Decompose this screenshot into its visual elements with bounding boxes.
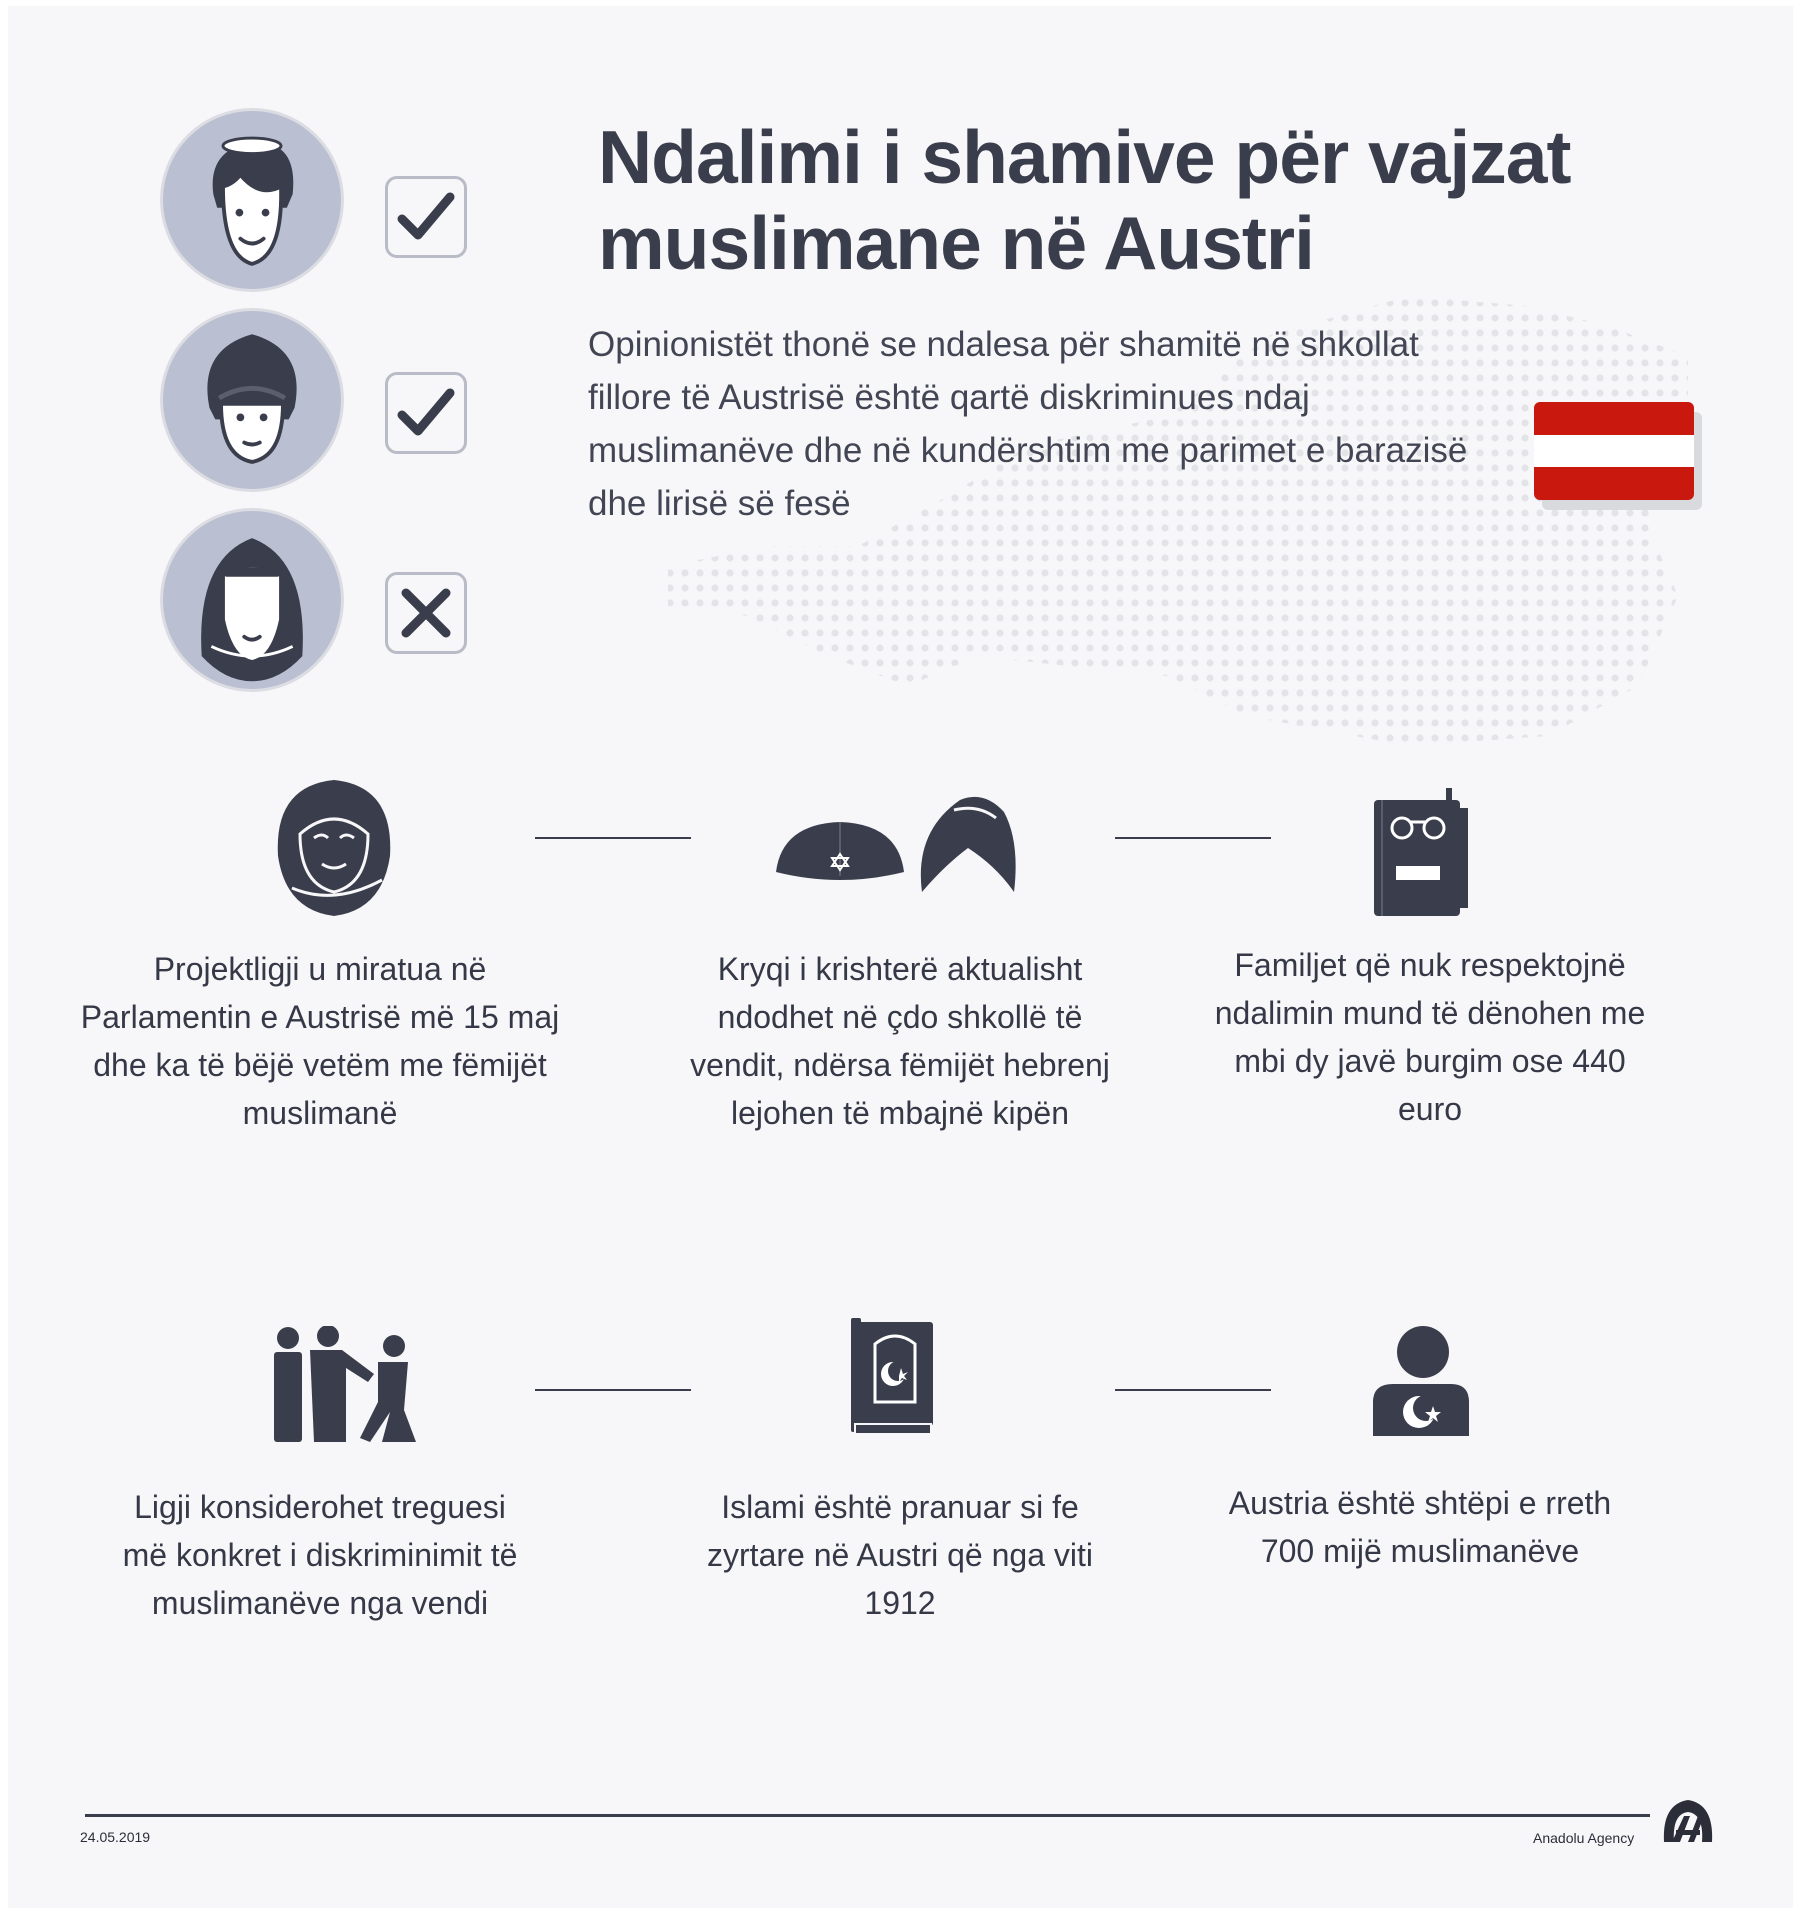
quran-icon (851, 1318, 935, 1436)
fact-1-text: Projektligji u miratua në Parlamentin e Austrisë më 15 maj dhe ka të bëjë vetëm me fëmijët muslimanë (80, 951, 560, 1131)
check-icon (388, 375, 464, 451)
allowed-checkbox-2 (385, 372, 467, 454)
infographic-page (8, 6, 1793, 1908)
subtitle: Opinionistët thonë se ndalesa për shamitë në shkollat fillore të Austrisë është qartë diskriminues ndaj muslimanëve dhe në kundërshtim me parimet e barazisë dhe lirisë së fesë (588, 325, 1468, 523)
page-title (598, 114, 1598, 286)
not-allowed-checkbox (385, 572, 467, 654)
fact-5-text: Islami është pranuar si fe zyrtare në Austri që nga viti 1912 (707, 1489, 1093, 1621)
connector-line (535, 837, 691, 839)
check-icon (388, 179, 464, 255)
fact-3-text: Familjet që nuk respektojnë ndalimin mund të dënohen me mbi dy javë burgim ose 440 euro (1214, 947, 1646, 1127)
fact-6-text: Austria është shtëpi e rreth 700 mijë muslimanëve (1228, 1485, 1612, 1569)
footer-divider (85, 1814, 1650, 1817)
austria-flag (1528, 394, 1708, 514)
title-line-1: Ndalimi i shamive për vajzat (598, 115, 1571, 199)
girl-with-headscarf-icon (160, 508, 344, 692)
connector-line (1115, 1389, 1271, 1391)
footer-date: 24.05.2019 (80, 1829, 151, 1845)
footer-agency: Anadolu Agency (1533, 1830, 1635, 1846)
connector-line (535, 1389, 691, 1391)
connector-line (1115, 837, 1271, 839)
legal-book-icon (1372, 788, 1472, 918)
kippah-and-turban-icon (774, 792, 1024, 894)
fact-4-text: Ligji konsiderohet treguesi më konkret i diskriminimit të muslimanëve nga vendi (122, 1489, 518, 1621)
sikh-with-turban-icon (160, 308, 344, 492)
boy-with-kippah-icon (160, 108, 344, 292)
x-icon (388, 575, 464, 651)
anadolu-agency-logo (1658, 1796, 1718, 1846)
allowed-checkbox-1 (385, 176, 467, 258)
headscarf-icon (272, 776, 396, 918)
title-line-2: muslimane në Austri (598, 201, 1314, 285)
exclusion-people-icon (270, 1326, 418, 1442)
muslim-person-icon (1371, 1326, 1471, 1436)
fact-2-text: Kryqi i krishterë aktualisht ndodhet në çdo shkollë të vendit, ndërsa fëmijët hebrenj lejohen të mbajnë kipën (690, 951, 1110, 1131)
